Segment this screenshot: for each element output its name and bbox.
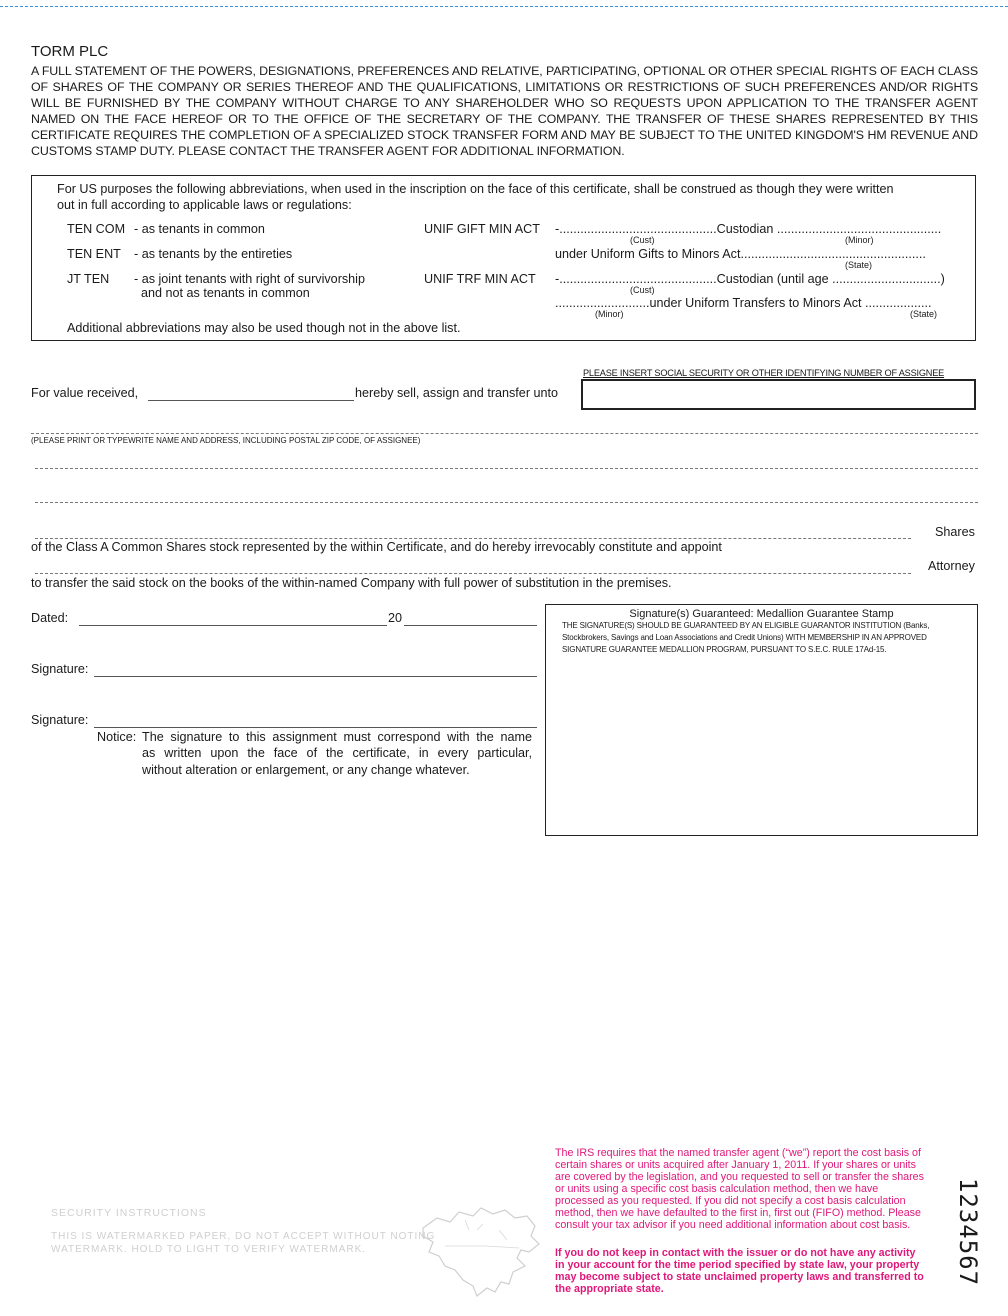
company-name: TORM PLC (31, 43, 109, 60)
irs-cost-basis-notice: The IRS requires that the named transfer agent (“we”) report the cost basis of certain shares or units acquired after January 1, 2011. If your shares or units are covered by the legislation, and you requested to sell or transfer the shares or units using a specific cost basis calculation method, then we have processed as you requested. If you did not specify a cost basis calculation method, then we have defaulted to the first in, first out (FIFO) method. Please consult your tax advisor if you need additional information about cost basis. (555, 1147, 924, 1231)
shares-amount-line[interactable] (35, 538, 911, 539)
additional-abbreviations-note: Additional abbreviations may also be used though not in the above list. (67, 321, 461, 335)
unclaimed-property-notice: If you do not keep in contact with the issuer or do not have any activity in your account for the time period specified by state law, your property may become subject to state unclaimed property laws and transferred to the appropriate state. (555, 1247, 924, 1295)
guarantee-line-3: SIGNATURE GUARANTEE MEDALLION PROGRAM, PURSUANT TO S.E.C. RULE 17Ad-15. (562, 645, 887, 654)
year-line[interactable] (404, 625, 537, 626)
year-prefix: 20 (388, 611, 403, 625)
ten-com-code: TEN COM (67, 222, 126, 236)
unif-trf-state-label: (State) (910, 309, 938, 319)
unif-gift-line1: -.............................................Custodian ............................................... (555, 222, 942, 236)
signature-1-label: Signature: (31, 662, 89, 676)
unif-trf-line2: ...........................under Uniform Transfers to Minors Act ................... (555, 296, 932, 310)
guarantee-line-2: Stockbrokers, Savings and Loan Associations and Credit Unions) WITH MEMBERSHIP IN AN APPROVED (562, 633, 927, 642)
for-value-received: For value received, (31, 386, 139, 400)
signature-2-label: Signature: (31, 713, 89, 727)
abbreviations-intro-line2: out in full according to applicable laws or regulations: (57, 198, 352, 212)
shares-label: Shares (935, 525, 975, 539)
assignee-name-line[interactable] (31, 433, 978, 434)
assignee-address-line-1[interactable] (35, 468, 978, 469)
assignee-address-line-2[interactable] (35, 502, 978, 503)
guarantee-line-1: THE SIGNATURE(S) SHOULD BE GUARANTEED BY AN ELIGIBLE GUARANTOR INSTITUTION (Banks, (562, 621, 930, 630)
unif-gift-minor-label: (Minor) (845, 235, 874, 245)
rights-statement: A FULL STATEMENT OF THE POWERS, DESIGNATIONS, PREFERENCES AND RELATIVE, PARTICIPATING, OPTIONAL OR OTHER SPECIAL RIGHTS OF EACH CLASS OF SHARES OF THE COMPANY OR SERIES THEREOF AND THE QUALIFICATIONS, LIMITATIONS OR RESTRICTIONS OF SUCH PREFERENCES AND/OR RIGHTS WILL BE FURNISHED BY THE COMPANY WITHOUT CHARGE TO ANY SHAREHOLDER WHO SO REQUESTS UPON APPLICATION TO THE TRANSFER AGENT NAMED ON THE FACE HEREOF OR TO THE OFFICE OF THE SECRETARY OF THE COMPANY. THE TRANSFER OF THESE SHARES REPRESENTED BY THIS CERTIFICATE REQUIRES THE COMPLETION OF A SPECIALIZED STOCK TRANSFER FORM AND MAY BE SUBJECT TO THE UNITED KINGDOM'S HM REVENUE AND CUSTOMS STAMP DUTY. PLEASE CONTACT THE TRANSFER AGENT FOR ADDITIONAL INFORMATION. (31, 64, 978, 158)
unif-trf-line1: -.............................................Custodian (until age ...............................) (555, 272, 945, 286)
notice-line-3: without alteration or enlargement, or any change whatever. (142, 763, 470, 777)
attorney-name-line[interactable] (35, 573, 911, 574)
unif-gift-state-label: (State) (845, 260, 873, 270)
dated-label: Dated: (31, 611, 69, 625)
transfer-stock-text: to transfer the said stock on the books of the within-named Company with full power of substitution in the premises. (31, 576, 672, 590)
serial-number-text: 1234567 (954, 1177, 982, 1287)
attorney-label: Attorney (928, 559, 975, 573)
jt-ten-meaning-line1: - as joint tenants with right of survivorship (134, 272, 365, 286)
unif-gift-code: UNIF GIFT MIN ACT (424, 222, 540, 236)
notice-line-1: The signature to this assignment must correspond with the name (142, 730, 532, 744)
date-line[interactable] (79, 625, 387, 626)
ten-ent-meaning: - as tenants by the entireties (134, 247, 293, 261)
serial-number (955, 1172, 981, 1292)
north-america-map-icon (415, 1200, 550, 1305)
signature-1-line[interactable] (94, 676, 537, 677)
notice-label: Notice: (97, 730, 137, 744)
transfer-unto-text: hereby sell, assign and transfer unto (355, 386, 559, 400)
unif-trf-cust-label: (Cust) (630, 285, 655, 295)
guarantee-title: Signature(s) Guaranteed: Medallion Guarantee Stamp (629, 608, 894, 620)
ten-com-meaning: - as tenants in common (134, 222, 265, 236)
unif-trf-code: UNIF TRF MIN ACT (424, 272, 536, 286)
security-instructions-title: SECURITY INSTRUCTIONS (51, 1207, 207, 1219)
ssn-label: PLEASE INSERT SOCIAL SECURITY OR OTHER IDENTIFYING NUMBER OF ASSIGNEE (583, 368, 945, 378)
assignee-ssn-box[interactable] (581, 379, 976, 410)
jt-ten-meaning-line2: and not as tenants in common (141, 286, 310, 300)
abbreviations-intro-line1: For US purposes the following abbreviations, when used in the inscription on the face of this certificate, shall be construed as though they were written (57, 182, 894, 196)
security-instructions-text: THIS IS WATERMARKED PAPER, DO NOT ACCEPT WITHOUT NOTING WATERMARK. HOLD TO LIGHT TO VERIFY WATERMARK. (51, 1231, 436, 1255)
unif-gift-cust-label: (Cust) (630, 235, 655, 245)
unif-gift-line2: under Uniform Gifts to Minors Act..................................................... (555, 247, 926, 261)
assignor-name-line[interactable] (148, 400, 354, 401)
signature-2-line[interactable] (94, 727, 537, 728)
print-name-label: (PLEASE PRINT OR TYPEWRITE NAME AND ADDRESS, INCLUDING POSTAL ZIP CODE, OF ASSIGNEE) (31, 436, 421, 445)
cut-line (0, 6, 1008, 7)
unif-trf-minor-label: (Minor) (595, 309, 624, 319)
jt-ten-code: JT TEN (67, 272, 110, 286)
class-a-shares-text: of the Class A Common Shares stock represented by the within Certificate, and do hereby irrevocably constitute and appoint (31, 540, 722, 554)
ten-ent-code: TEN ENT (67, 247, 121, 261)
notice-line-2: as written upon the face of the certificate, in every particular, (142, 746, 532, 760)
